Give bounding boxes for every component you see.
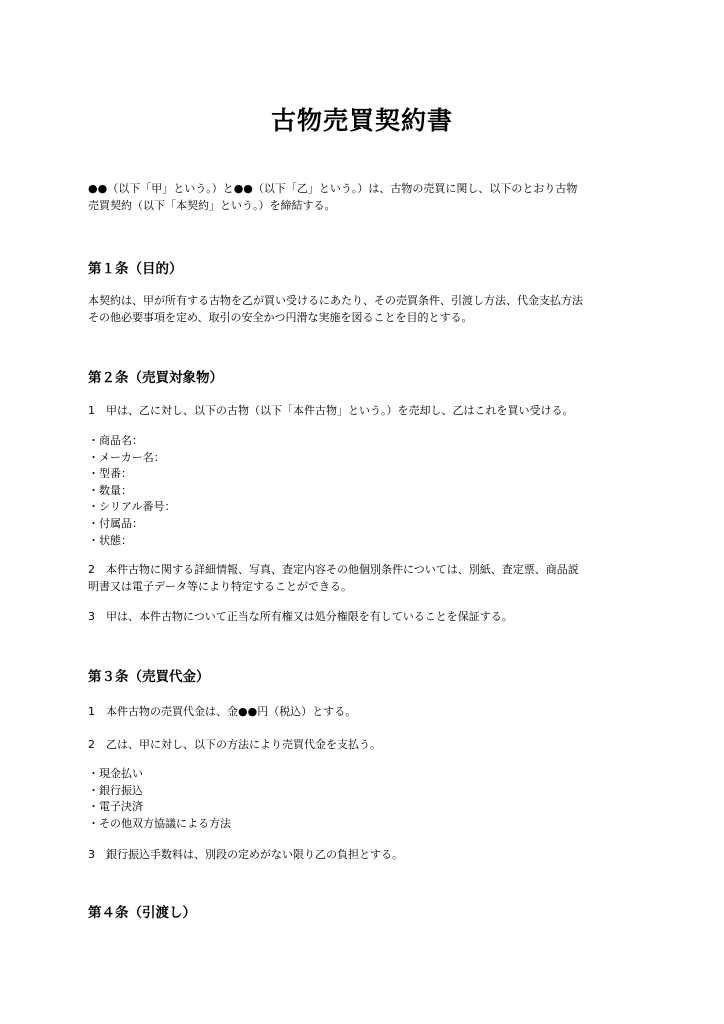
article-2-clause-3: 3 甲は、本件古物について正当な所有権又は処分権限を有していることを保証する。 <box>88 610 513 623</box>
list-item <box>88 533 176 550</box>
list-item-label: その他双方協議による方法 <box>99 816 231 830</box>
clause-line: 明書又は電子データ等により特定することができる。 <box>88 580 352 593</box>
list-item-label: 電子決済 <box>99 800 143 814</box>
bullet-marker: ・ <box>88 800 99 814</box>
bullet-marker: ・ <box>88 816 99 830</box>
bullet-marker: ・ <box>88 500 99 514</box>
list-item <box>88 766 231 783</box>
list-item-label: 銀行振込 <box>99 783 143 797</box>
list-item-label: 現金払い <box>99 767 143 780</box>
bullet-marker: ・ <box>88 434 99 447</box>
bullet-marker: ・ <box>88 533 99 547</box>
preamble-line: ●●（以下「甲」という。）と●●（以下「乙」という。）は、古物の売買に関し、以下のとおり古物 <box>88 182 578 195</box>
clause-line: 2 本件古物に関する詳細情報、写真、査定内容その他個別条件については、別紙、査定票、商品説 <box>88 563 579 576</box>
list-item <box>88 783 231 800</box>
article-3-clause-2: 2 乙は、甲に対し、以下の方法により売買代金を支払う。 <box>88 738 381 751</box>
article-3-heading: 第３条（売買代金） <box>88 669 210 685</box>
list-item-label: 数量： <box>99 483 132 497</box>
article-2-clause-1: 1 甲は、乙に対し、以下の古物（以下「本件古物」という。）を売却し、乙はこれを買い受ける。 <box>88 404 574 417</box>
bullet-marker: ・ <box>88 767 99 780</box>
list-item <box>88 483 176 500</box>
list-item <box>88 466 176 483</box>
document-title: 古物売買契約書 <box>270 106 453 135</box>
article-1-line: 本契約は、甲が所有する古物を乙が買い受けるにあたり、その売買条件、引渡し方法、代金支払方法 <box>88 294 583 307</box>
bullet-marker: ・ <box>88 467 99 481</box>
bullet-marker: ・ <box>88 483 99 497</box>
bullet-marker: ・ <box>88 783 99 797</box>
article-3-clause-3: 3 銀行振込手数料は、別段の定めがない限り乙の負担とする。 <box>88 848 403 861</box>
bullet-marker: ・ <box>88 516 99 530</box>
preamble-paragraph <box>88 180 648 214</box>
list-item-label: 商品名： <box>99 434 143 447</box>
article-3-payment-methods <box>88 766 231 832</box>
list-item-label: シリアル番号： <box>99 500 176 514</box>
article-1-line: その他必要事項を定め、取引の安全かつ円滑な実施を図ることを目的とする。 <box>88 311 473 324</box>
list-item <box>88 450 176 467</box>
article-3-clause-1: 1 本件古物の売買代金は、金●●円（税込）とする。 <box>88 705 357 718</box>
list-item <box>88 499 176 516</box>
list-item-label: メーカー名： <box>99 450 165 464</box>
article-2-heading: 第２条（売買対象物） <box>88 370 223 386</box>
list-item <box>88 516 176 533</box>
list-item <box>88 816 231 833</box>
list-item <box>88 799 231 816</box>
bullet-marker: ・ <box>88 450 99 464</box>
article-2-item-list <box>88 433 176 549</box>
article-1-body <box>88 292 648 326</box>
list-item-label: 付属品： <box>99 516 143 530</box>
article-2-clause-2 <box>88 561 648 595</box>
list-item-label: 型番： <box>99 467 132 481</box>
article-1-heading: 第１条（目的） <box>88 261 183 277</box>
article-4-heading: 第４条（引渡し） <box>88 905 196 921</box>
preamble-line: 売買契約（以下「本契約」という。）を締結する。 <box>88 199 336 212</box>
list-item <box>88 433 176 450</box>
list-item-label: 状態： <box>99 533 132 547</box>
